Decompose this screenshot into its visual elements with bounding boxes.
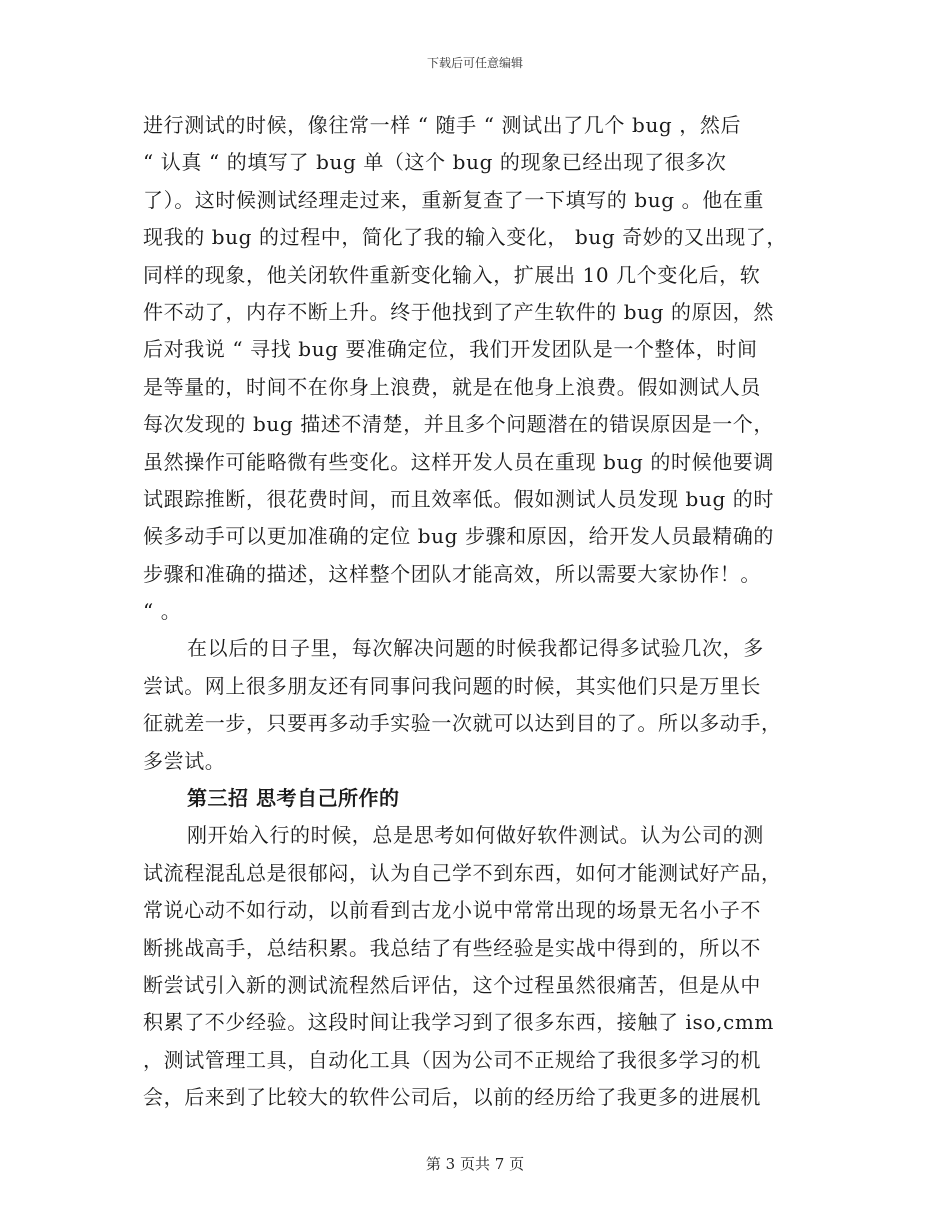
text-line: 同样的现象，他关闭软件重新变化输入，扩展出 10 几个变化后，软	[143, 262, 761, 287]
text-line: 断尝试引入新的测试流程然后评估，这个过程虽然很痛苦，但是从中	[143, 972, 761, 997]
paragraph-bug-story	[143, 107, 808, 630]
text-line: 后对我说 “ 寻找 bug 要准确定位，我们开发团队是一个整体，时间	[143, 337, 758, 362]
text-line: 进行测试的时候，像往常一样 “ 随手 “ 测试出了几个 bug ，然后	[143, 113, 742, 137]
text-line: 了）。这时候测试经理走过来，重新复查了一下填写的 bug 。他在重	[143, 187, 765, 212]
text-line: 虽然操作可能略微有些变化。这样开发人员在重现 bug 的时候他要调	[143, 449, 775, 474]
text-line: 试跟踪推断，很花费时间，而且效率低。假如测试人员发现 bug 的时	[143, 486, 775, 511]
text-line: 是等量的，时间不在你身上浪费，就是在他身上浪费。假如测试人员	[143, 374, 761, 399]
document-body	[143, 107, 808, 1117]
text-line: 会，后来到了比较大的软件公司后，以前的经历给了我更多的进展机	[143, 1085, 761, 1110]
text-line: 常说心动不如行动，以前看到古龙小说中常常出现的场景无名小子不	[143, 898, 761, 923]
text-line: 在以后的日子里，每次解决问题的时候我都记得多试验几次，多	[187, 636, 764, 661]
text-line: “ 。	[143, 599, 182, 624]
paragraph-think	[143, 817, 808, 1116]
page-number: 第 3 页共 7 页	[425, 1155, 525, 1173]
text-line: 积累了不少经验。这段时间让我学习到了很多东西，接触了 iso,cmm	[143, 1010, 774, 1035]
section-heading: 第三招 思考自己所作的	[187, 786, 400, 811]
text-line: 候多动手可以更加准确的定位 bug 步骤和原因，给开发人员最精确的	[143, 524, 775, 549]
text-line: 尝试。网上很多朋友还有同事问我问题的时候，其实他们只是万里长	[143, 673, 761, 698]
paragraph-try-more	[143, 630, 808, 780]
text-line: 件不动了，内存不断上升。终于他找到了产生软件的 bug 的原因，然	[143, 299, 775, 324]
text-line: 每次发现的 bug 描述不清楚，并且多个问题潜在的错误原因是一个，	[143, 412, 775, 437]
text-line: 步骤和准确的描述，这样整个团队才能高效，所以需要大家协作！。	[143, 561, 761, 586]
page-header: 下载后可任意编辑	[426, 56, 523, 70]
text-line: 刚开始入行的时候，总是思考如何做好软件测试。认为公司的测	[187, 823, 764, 848]
text-line: ，测试管理工具，自动化工具（因为公司不正规给了我很多学习的机	[143, 1047, 761, 1072]
text-line: 现我的 bug 的过程中，简化了我的输入变化， bug 奇妙的又出现了，	[143, 225, 788, 250]
text-line: 断挑战高手，总结积累。我总结了有些经验是实战中得到的，所以不	[143, 935, 761, 960]
text-line: 多尝试。	[143, 748, 226, 773]
text-line: 试流程混乱总是很郁闷，认为自己学不到东西，如何才能测试好产品，	[143, 860, 782, 885]
text-line: “ 认真 “ 的填写了 bug 单（这个 bug 的现象已经出现了很多次	[143, 150, 727, 175]
text-line: 征就差一步，只要再多动手实验一次就可以达到目的了。所以多动手，	[143, 711, 782, 736]
